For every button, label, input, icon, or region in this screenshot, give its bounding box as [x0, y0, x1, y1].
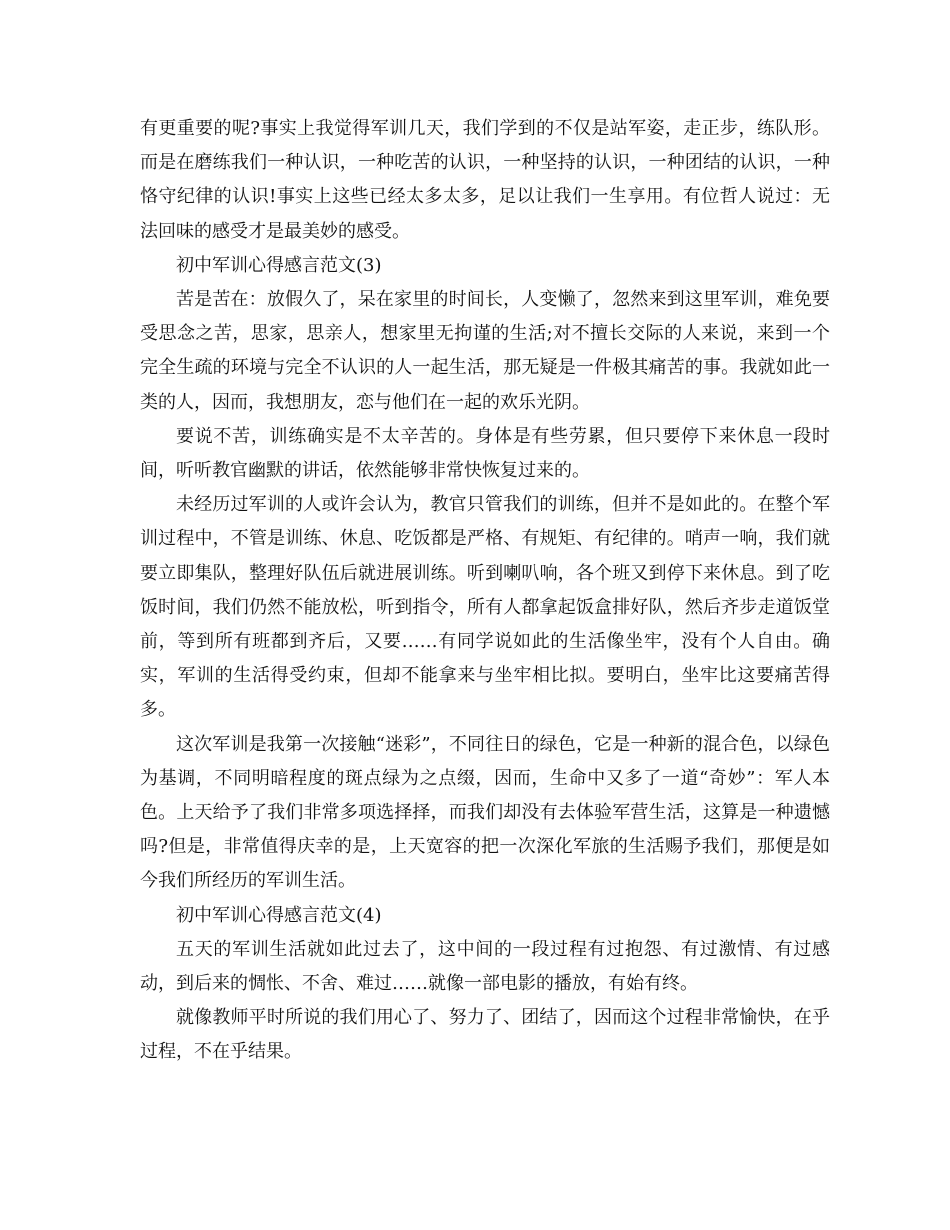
paragraph-6: 五天的军训生活就如此过去了，这中间的一段过程有过抱怨、有过激情、有过感动，到后来的惆怅、不舍、难过……就像一部电影的播放，有始有终。: [140, 938, 830, 995]
section-heading-4: 初中军训心得感言范文(4): [176, 904, 382, 926]
paragraph-5: 这次军训是我第一次接触“迷彩”，不同往日的绿色，它是一种新的混合色，以绿色为基调，不同明暗程度的斑点绿为之点缀，因而，生命中又多了一道“奇妙”：军人本色。上天给予了我们非常多项选择择，而我们却没有去体验军营生活，这算是一种遗憾吗?但是，非常值得庆幸的是，上天宽容的把一次深化军旅的生活赐予我们，那便是如今我们所经历的军训生活。: [140, 733, 830, 892]
paragraph-7: 就像教师平时所说的我们用心了、努力了、团结了，因而这个过程非常愉快，在乎过程，不在乎结果。: [140, 1007, 830, 1063]
document-body: [140, 112, 830, 1070]
paragraph-4: 未经历过军训的人或许会认为，教官只管我们的训练，但并不是如此的。在整个军训过程中，不管是训练、休息、吃饭都是严格、有规矩、有纪律的。哨声一响，我们就要立即集队，整理好队伍后就进展训练。听到喇叭响，各个班又到停下来休息。到了吃饭时间，我们仍然不能放松，听到指令，所有人都拿起饭盒排好队，然后齐步走道饭堂前，等到所有班都到齐后，又要……有同学说如此的生活像坐牢，没有个人自由。确实，军训的生活得受约束，但却不能拿来与坐牢相比拟。要明白，坐牢比这要痛苦得多。: [140, 494, 830, 721]
paragraph-1: 有更重要的呢?事实上我觉得军训几天，我们学到的不仅是站军姿，走正步，练队形。而是在磨练我们一种认识，一种吃苦的认识，一种坚持的认识，一种团结的认识，一种恪守纪律的认识!事实上这些已经太多太多，足以让我们一生享用。有位哲人说过：无法回味的感受才是最美妙的感受。: [140, 118, 830, 242]
paragraph-3: 要说不苦，训练确实是不太辛苦的。身体是有些劳累，但只要停下来休息一段时间，听听教官幽默的讲话，依然能够非常快恢复过来的。: [140, 425, 830, 482]
section-heading-3: 初中军训心得感言范文(3): [176, 254, 382, 276]
paragraph-2: 苦是苦在：放假久了，呆在家里的时间长，人变懒了，忽然来到这里军训，难免要受思念之苦，思家，思亲人，想家里无拘谨的生活;对不擅长交际的人来说，来到一个完全生疏的环境与完全不认识的人一起生活，那无疑是一件极其痛苦的事。我就如此一类的人，因而，我想朋友，恋与他们在一起的欢乐光阴。: [140, 289, 830, 413]
